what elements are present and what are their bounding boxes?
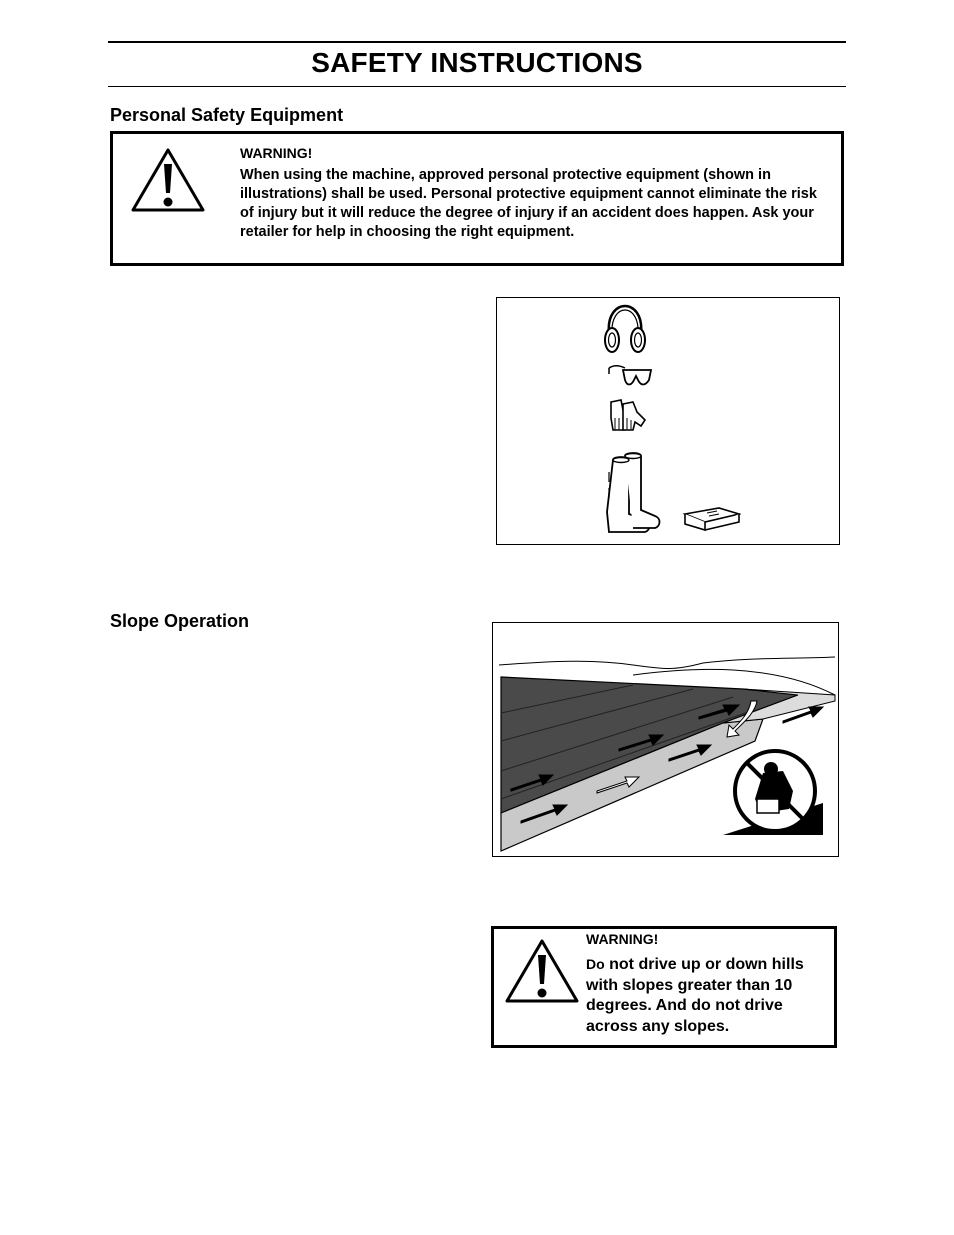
header-top-rule: [108, 41, 846, 43]
no-driving-across-slope-icon: [723, 751, 823, 835]
page-title: SAFETY INSTRUCTIONS: [311, 47, 643, 78]
warning-text: When using the machine, approved personal protective equipment (shown in illustrations) shall be used. Personal protective equipment cannot eliminate the risk of injury but it will reduce the degree of injury if an accident does happen. Ask your retailer for help in choosing the right equipment.: [240, 167, 817, 240]
slope-illustration: [492, 622, 839, 857]
warning-title: WARNING!: [586, 931, 659, 947]
warning-text-rest: not drive up or down hills with slopes greater than 10 degrees. And do not drive across any slopes.: [586, 956, 804, 1035]
section-heading-personal-safety: Personal Safety Equipment: [110, 105, 344, 125]
first-aid-kit-icon: [683, 504, 741, 532]
gloves-icon: [607, 396, 649, 434]
section-heading-slope-operation: Slope Operation: [110, 611, 250, 631]
warning-text: [586, 954, 826, 1037]
slope-mowing-scene: [493, 623, 839, 857]
ear-protection-icon: [601, 304, 649, 356]
header-bottom-rule: [108, 86, 846, 87]
boots-icon: [603, 452, 665, 536]
warning-title: WARNING!: [240, 145, 313, 161]
slope-warning-box: [491, 926, 837, 1048]
warning-text-lead: Do: [586, 956, 605, 972]
safety-glasses-icon: [607, 362, 653, 388]
personal-safety-warning-box: [110, 131, 844, 266]
warning-triangle-icon: [504, 937, 580, 1005]
ppe-illustration: [496, 297, 840, 545]
warning-triangle-icon: [130, 146, 206, 214]
